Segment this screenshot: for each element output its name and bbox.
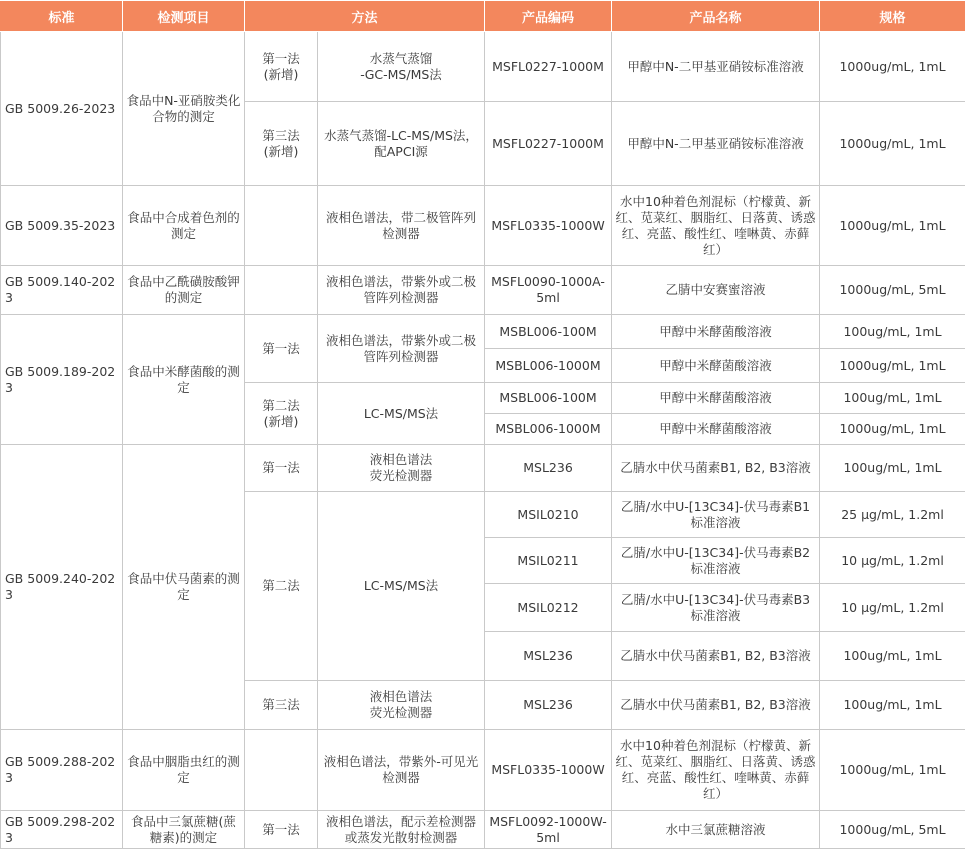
standard-cell: GB 5009.298-2023 xyxy=(1,811,123,849)
spec-cell: 1000ug/mL, 1mL xyxy=(820,414,965,445)
method-desc-cell: 液相色谱法，配示差检测器或蒸发光散射检测器 xyxy=(318,811,485,849)
table-header-row xyxy=(1,1,965,32)
test-item-cell: 食品中伏马菌素的测定 xyxy=(123,445,245,730)
spec-cell: 100ug/mL, 1mL xyxy=(820,383,965,414)
product-name-cell: 甲醇中米酵菌酸溶液 xyxy=(612,383,820,414)
product-code-cell: MSIL0210 xyxy=(485,492,612,538)
product-code-cell: MSFL0227-1000M xyxy=(485,32,612,102)
header-product-code: 产品编码 xyxy=(485,1,612,32)
method-desc-cell: 液相色谱法，带紫外或二极管阵列检测器 xyxy=(318,266,485,315)
method-desc-cell: 水蒸气蒸馏-LC-MS/MS法，配APCI源 xyxy=(318,102,485,186)
product-code-cell: MSFL0335-1000W xyxy=(485,186,612,266)
product-code-cell: MSBL006-100M xyxy=(485,383,612,414)
method-cell: 第一法 xyxy=(245,445,318,492)
product-name-cell: 乙腈/水中U-[13C34]-伏马毒素B3标准溶液 xyxy=(612,584,820,632)
product-code-cell: MSBL006-100M xyxy=(485,315,612,349)
method-desc-cell: 液相色谱法 荧光检测器 xyxy=(318,681,485,730)
spec-cell: 1000ug/mL, 5mL xyxy=(820,266,965,315)
product-code-cell: MSBL006-1000M xyxy=(485,414,612,445)
method-desc-cell: LC-MS/MS法 xyxy=(318,492,485,681)
product-code-cell: MSFL0090-1000A-5ml xyxy=(485,266,612,315)
header-method: 方法 xyxy=(245,1,485,32)
method-cell: 第二法 (新增) xyxy=(245,383,318,445)
spec-cell: 100ug/mL, 1mL xyxy=(820,315,965,349)
product-name-cell: 乙腈/水中U-[13C34]-伏马毒素B2标准溶液 xyxy=(612,538,820,584)
test-item-cell: 食品中N-亚硝胺类化合物的测定 xyxy=(123,32,245,186)
product-name-cell: 甲醇中米酵菌酸溶液 xyxy=(612,414,820,445)
test-item-cell: 食品中米酵菌酸的测定 xyxy=(123,315,245,445)
method-cell: 第一法 (新增) xyxy=(245,32,318,102)
spec-cell: 1000ug/mL, 1mL xyxy=(820,102,965,186)
method-desc-cell: LC-MS/MS法 xyxy=(318,383,485,445)
method-cell: 第三法 (新增) xyxy=(245,102,318,186)
spec-cell: 100ug/mL, 1mL xyxy=(820,445,965,492)
spec-cell: 1000ug/mL, 1mL xyxy=(820,32,965,102)
product-name-cell: 乙腈中安赛蜜溶液 xyxy=(612,266,820,315)
product-name-cell: 甲醇中米酵菌酸溶液 xyxy=(612,349,820,383)
method-desc-cell: 液相色谱法 荧光检测器 xyxy=(318,445,485,492)
test-item-cell: 食品中胭脂虫红的测定 xyxy=(123,730,245,811)
table-row xyxy=(1,315,965,349)
method-cell: 第一法 xyxy=(245,315,318,383)
spec-cell: 1000ug/mL, 1mL xyxy=(820,349,965,383)
spec-cell: 1000ug/mL, 1mL xyxy=(820,730,965,811)
method-cell: 第一法 xyxy=(245,811,318,849)
spec-cell: 25 μg/mL, 1.2ml xyxy=(820,492,965,538)
header-product-name: 产品名称 xyxy=(612,1,820,32)
standard-cell: GB 5009.240-2023 xyxy=(1,445,123,730)
table-row xyxy=(1,32,965,102)
spec-cell: 1000ug/mL, 5mL xyxy=(820,811,965,849)
method-desc-cell: 液相色谱法，带二极管阵列检测器 xyxy=(318,186,485,266)
product-code-cell: MSFL0092-1000W-5ml xyxy=(485,811,612,849)
product-code-cell: MSL236 xyxy=(485,632,612,681)
product-name-cell: 水中三氯蔗糖溶液 xyxy=(612,811,820,849)
product-code-cell: MSBL006-1000M xyxy=(485,349,612,383)
method-cell xyxy=(245,266,318,315)
method-cell xyxy=(245,730,318,811)
product-name-cell: 甲醇中米酵菌酸溶液 xyxy=(612,315,820,349)
header-spec: 规格 xyxy=(820,1,965,32)
table-row xyxy=(1,811,965,849)
table-row xyxy=(1,730,965,811)
spec-cell: 1000ug/mL, 1mL xyxy=(820,186,965,266)
spec-cell: 10 μg/mL, 1.2ml xyxy=(820,538,965,584)
method-cell: 第三法 xyxy=(245,681,318,730)
spec-cell: 10 μg/mL, 1.2ml xyxy=(820,584,965,632)
method-desc-cell: 液相色谱法，带紫外或二极管阵列检测器 xyxy=(318,315,485,383)
product-code-cell: MSL236 xyxy=(485,445,612,492)
standard-cell: GB 5009.189-2023 xyxy=(1,315,123,445)
standard-cell: GB 5009.140-2023 xyxy=(1,266,123,315)
table-row xyxy=(1,445,965,492)
header-standard: 标准 xyxy=(1,1,123,32)
product-name-cell: 乙腈水中伏马菌素B1, B2, B3溶液 xyxy=(612,681,820,730)
product-name-cell: 乙腈水中伏马菌素B1, B2, B3溶液 xyxy=(612,445,820,492)
product-code-cell: MSFL0227-1000M xyxy=(485,102,612,186)
product-name-cell: 甲醇中N-二甲基亚硝铵标准溶液 xyxy=(612,102,820,186)
test-item-cell: 食品中三氯蔗糖(蔗糖素)的测定 xyxy=(123,811,245,849)
product-name-cell: 水中10种着色剂混标（柠檬黄、新红、苋菜红、胭脂红、日落黄、诱惑红、亮蓝、酸性红、喹啉黄、赤藓红） xyxy=(612,730,820,811)
test-item-cell: 食品中合成着色剂的测定 xyxy=(123,186,245,266)
standard-cell: GB 5009.288-2023 xyxy=(1,730,123,811)
product-code-cell: MSIL0212 xyxy=(485,584,612,632)
spec-cell: 100ug/mL, 1mL xyxy=(820,632,965,681)
product-code-cell: MSIL0211 xyxy=(485,538,612,584)
product-name-cell: 乙腈/水中U-[13C34]-伏马毒素B1标准溶液 xyxy=(612,492,820,538)
method-cell xyxy=(245,186,318,266)
product-code-cell: MSFL0335-1000W xyxy=(485,730,612,811)
product-name-cell: 甲醇中N-二甲基亚硝铵标准溶液 xyxy=(612,32,820,102)
method-cell: 第二法 xyxy=(245,492,318,681)
method-desc-cell: 水蒸气蒸馏 -GC-MS/MS法 xyxy=(318,32,485,102)
header-test-item: 检测项目 xyxy=(123,1,245,32)
table-row xyxy=(1,186,965,266)
table-body xyxy=(1,32,965,849)
product-name-cell: 乙腈水中伏马菌素B1, B2, B3溶液 xyxy=(612,632,820,681)
spec-cell: 100ug/mL, 1mL xyxy=(820,681,965,730)
table-row xyxy=(1,266,965,315)
test-item-cell: 食品中乙酰磺胺酸钾的测定 xyxy=(123,266,245,315)
method-desc-cell: 液相色谱法，带紫外-可见光检测器 xyxy=(318,730,485,811)
standard-cell: GB 5009.35-2023 xyxy=(1,186,123,266)
standard-cell: GB 5009.26-2023 xyxy=(1,32,123,186)
product-name-cell: 水中10种着色剂混标（柠檬黄、新红、苋菜红、胭脂红、日落黄、诱惑红、亮蓝、酸性红、喹啉黄、赤藓红） xyxy=(612,186,820,266)
product-code-cell: MSL236 xyxy=(485,681,612,730)
